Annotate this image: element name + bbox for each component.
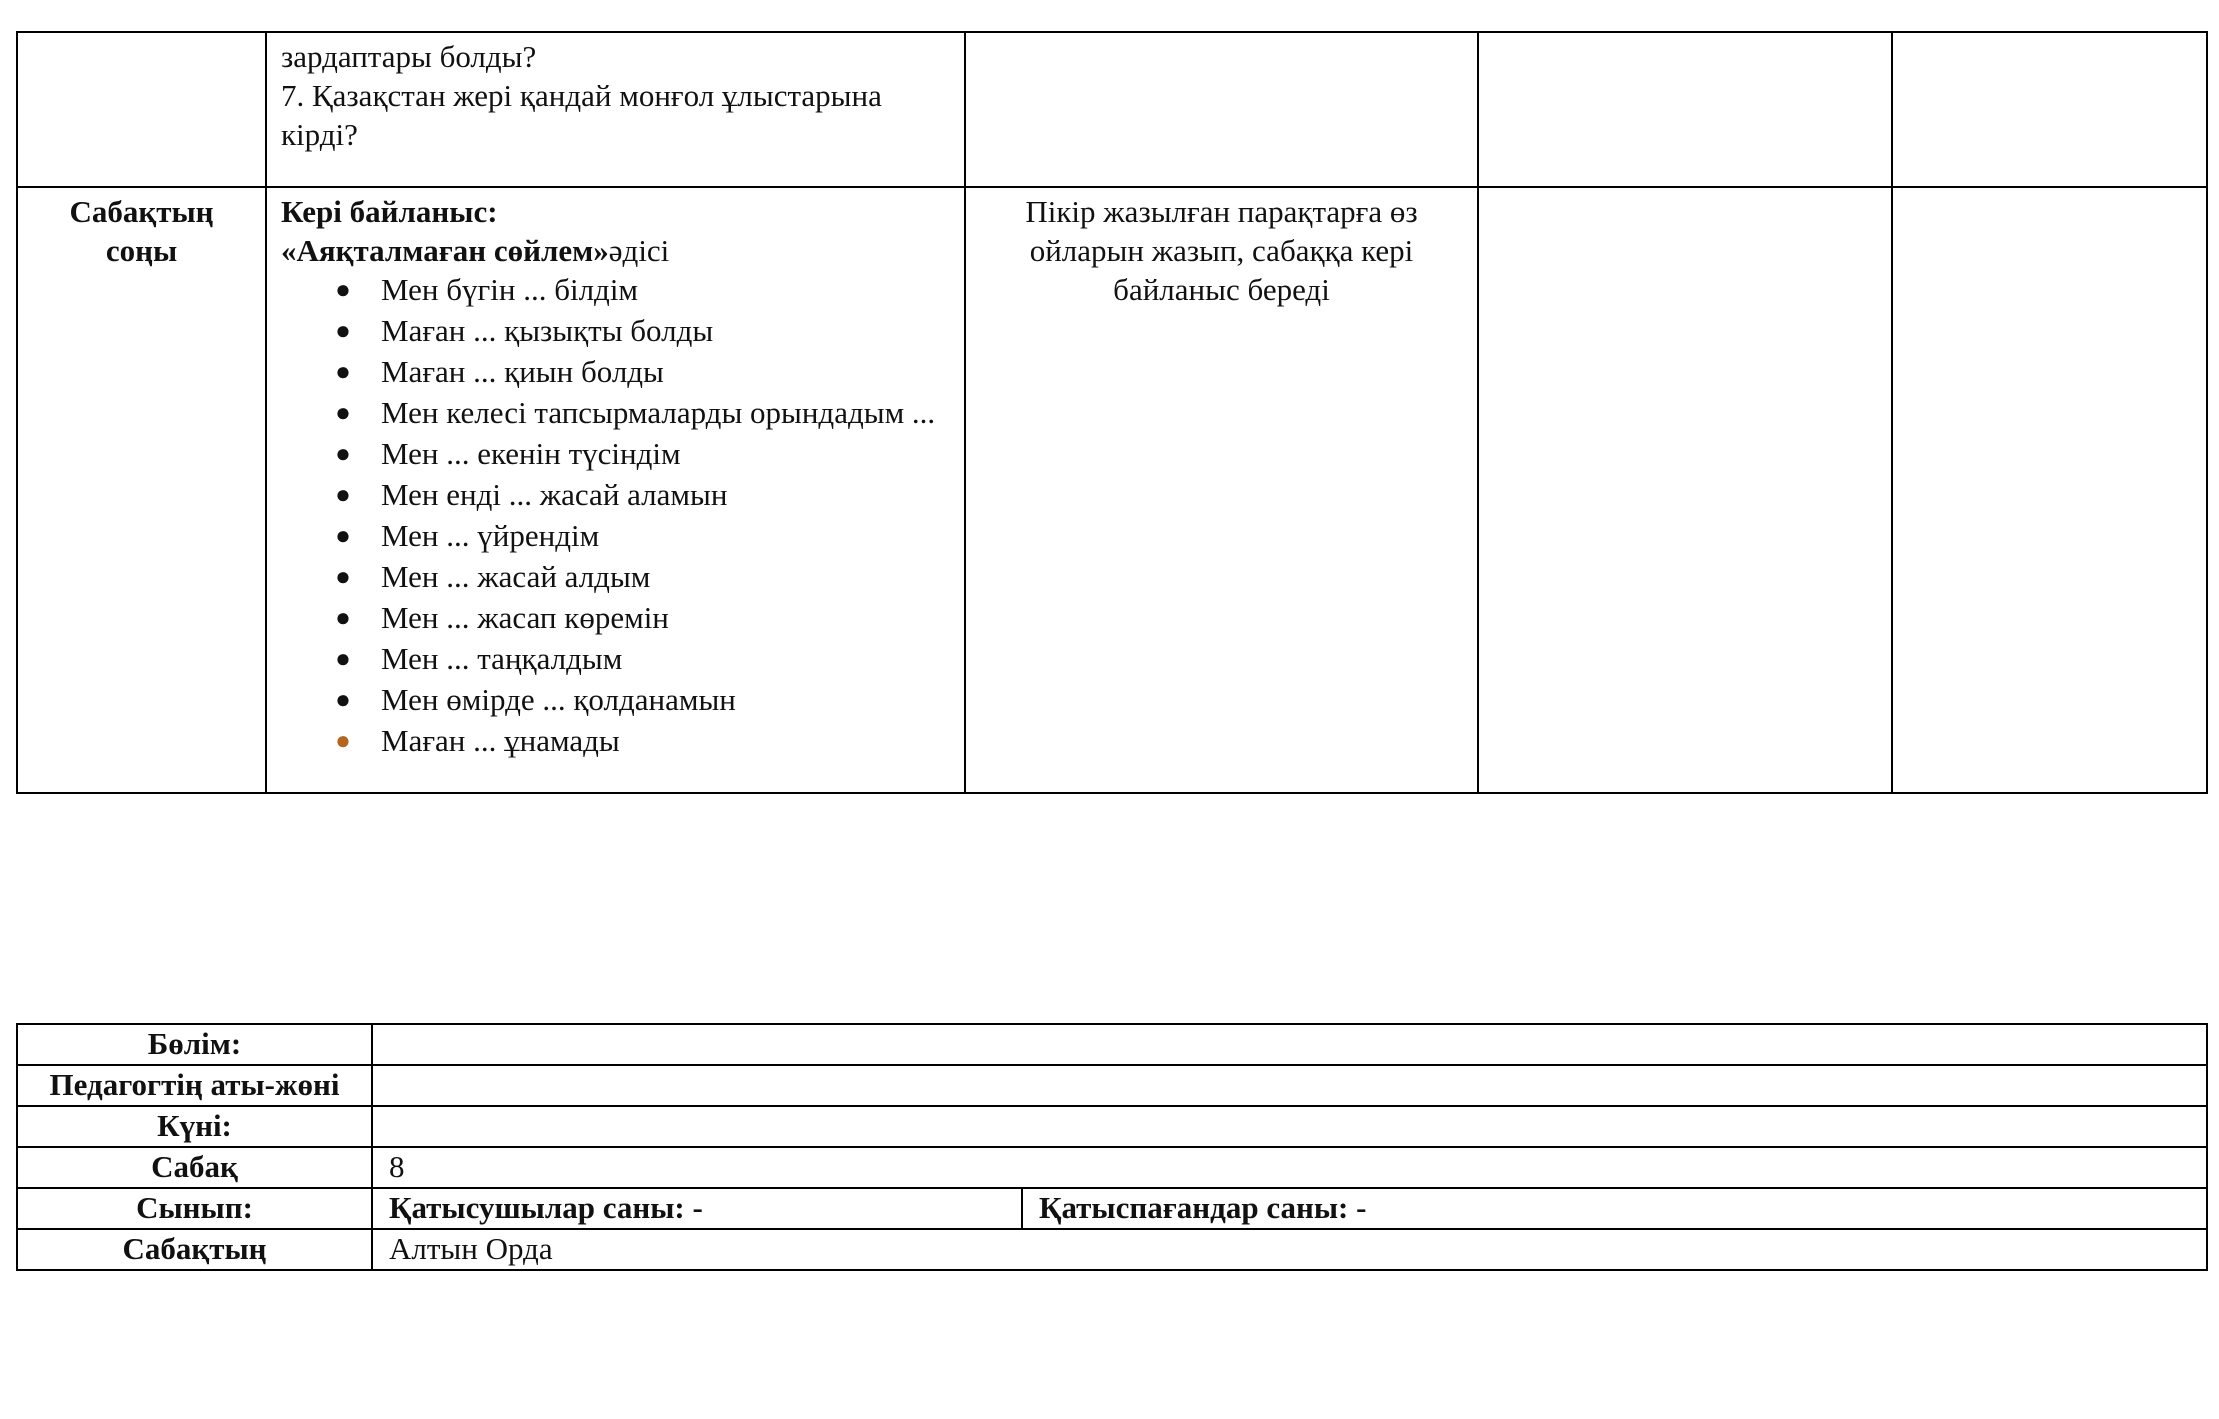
bullet-icon: ● [335,685,351,714]
bullet-icon: ● [335,603,351,632]
bullet-icon: ● [335,480,351,509]
teacher-activity-cell [266,187,965,793]
stage-cell [17,187,266,793]
topic-label: Сабақтың [17,1229,372,1270]
section-value [372,1024,2207,1065]
bullet-icon: ● [335,726,351,755]
student-activity-cell [965,32,1478,187]
list-item: ● Маған ... қиын болды [281,352,950,391]
lesson-info-table [16,1023,2208,1271]
teacher-activity-cell [266,32,965,187]
resources-cell [1892,32,2207,187]
list-item: ● Мен ... таңқалдым [281,639,950,678]
teacher-label: Педагогтің аты-жөні [17,1065,372,1106]
table-row [17,1229,2207,1270]
question-text-line: зардаптары болды? [281,39,537,74]
student-activity-text: ойларын жазып, сабаққа кері [1029,233,1414,268]
topic-value: Алтын Орда [372,1229,2207,1270]
lesson-label: Сабақ [17,1147,372,1188]
table-row [17,1065,2207,1106]
absent-count-label: Қатыспағандар саны: - [1022,1188,2207,1229]
list-item: ● Маған ... қызықты болды [281,311,950,350]
date-value [372,1106,2207,1147]
class-label: Сынып: [17,1188,372,1229]
stage-label: соңы [105,233,178,268]
list-item: ● Маған ... ұнамады [281,721,950,760]
assessment-cell [1478,187,1892,793]
bullet-icon: ● [335,439,351,468]
section-label: Бөлім: [17,1024,372,1065]
question-text-line: 7. Қазақстан жері қандай монғол ұлыстарына [281,78,882,113]
feedback-title: Кері байланыс: [281,194,498,229]
list-item: ● Мен ... жасай алдым [281,557,950,596]
student-activity-text: байланыс береді [1113,272,1330,307]
table-row [17,1147,2207,1188]
student-activity-text: Пікір жазылған парақтарға өз [1025,194,1418,229]
list-item: ● Мен ... екенін түсіндім [281,434,950,473]
bullet-icon: ● [335,521,351,550]
bullet-icon: ● [335,357,351,386]
table-row [17,187,2207,793]
stage-label: Сабақтың [69,194,214,229]
student-activity-cell [965,187,1478,793]
question-text-line: кірді? [281,117,358,152]
bullet-icon: ● [335,644,351,673]
table-row [17,1106,2207,1147]
lesson-plan-table [16,31,2208,794]
method-suffix: әдісі [608,233,670,268]
date-label: Күні: [17,1106,372,1147]
list-item: ● Мен бүгін ... білдім [281,270,950,309]
present-count-label: Қатысушылар саны: - [372,1188,1022,1229]
list-item: ● Мен ... жасап көремін [281,598,950,637]
table-row [17,32,2207,187]
unfinished-sentence-list [281,270,950,760]
list-item: ● Мен ... үйрендім [281,516,950,555]
stage-cell-empty [17,32,266,187]
list-item: ● Мен өмірде ... қолданамын [281,680,950,719]
method-name: «Аяқталмаған сөйлем» [281,233,609,268]
bullet-icon: ● [335,316,351,345]
assessment-cell [1478,32,1892,187]
list-item: ● Мен енді ... жасай аламын [281,475,950,514]
lesson-value: 8 [372,1147,2207,1188]
method-line [281,231,950,270]
resources-cell [1892,187,2207,793]
bullet-icon: ● [335,398,351,427]
table-row [17,1188,2207,1229]
bullet-icon: ● [335,275,351,304]
teacher-value [372,1065,2207,1106]
table-row [17,1024,2207,1065]
bullet-icon: ● [335,562,351,591]
list-item: ● Мен келесі тапсырмаларды орындадым ... [281,393,950,432]
